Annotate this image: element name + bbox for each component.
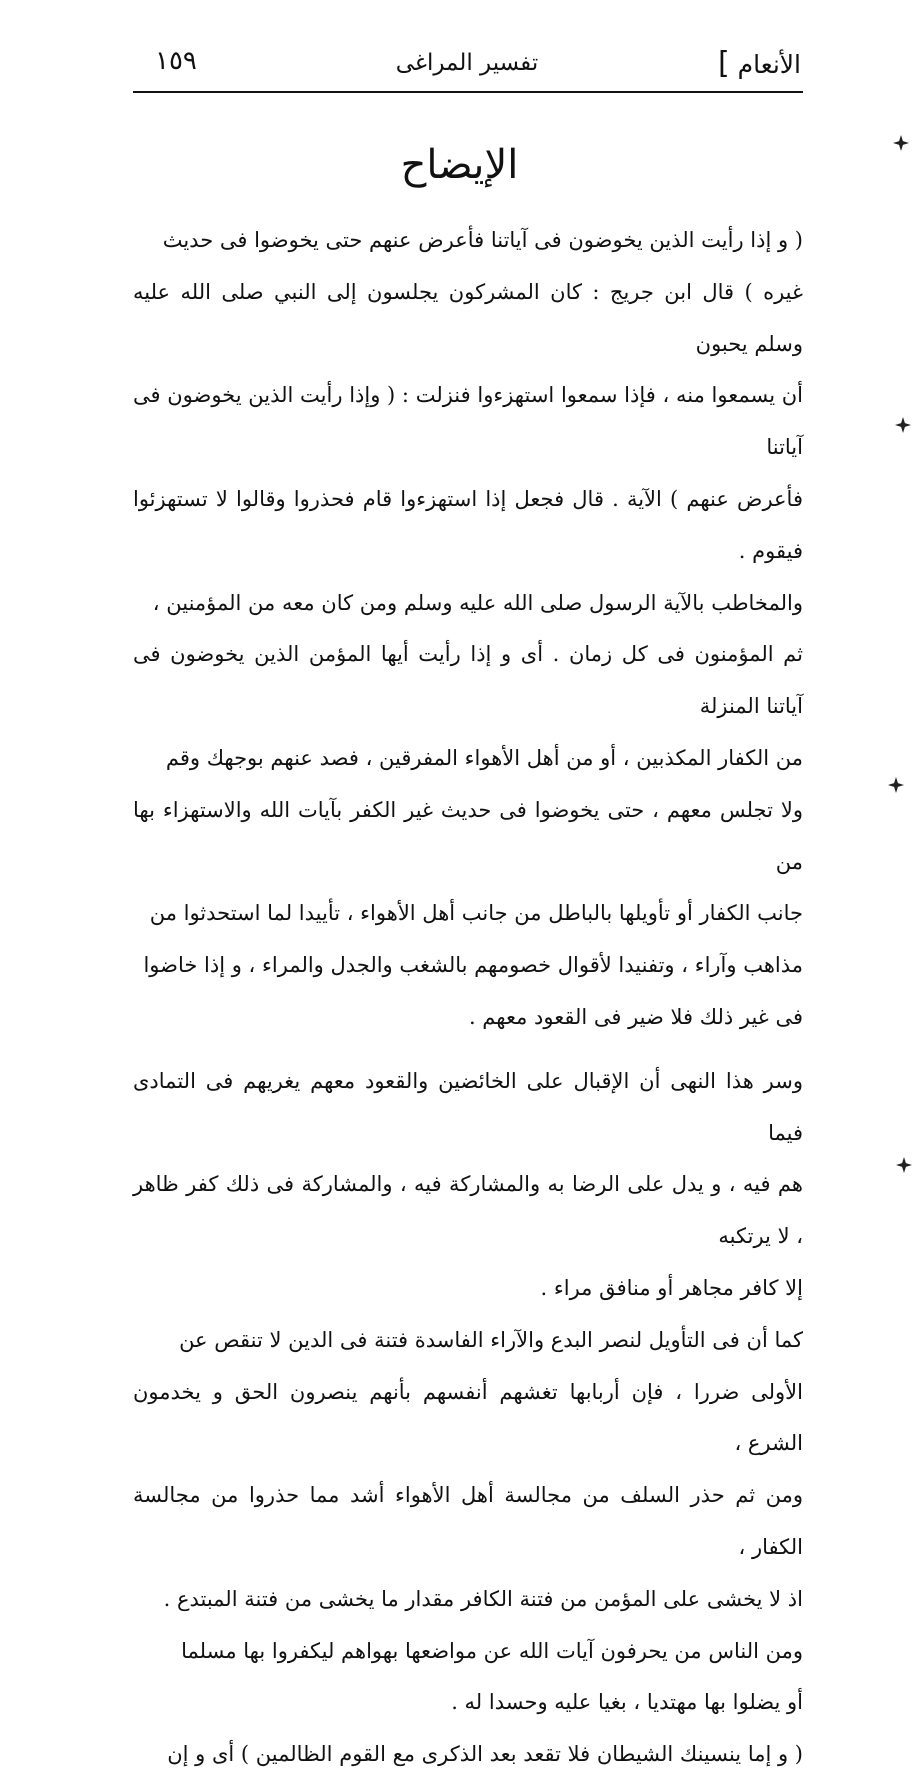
text-line: ( و إما ينسينك الشيطان فلا تقعد بعد الذكرى مع القوم الظالمين ) أى و إن bbox=[167, 1742, 803, 1767]
text-line: وسر هذا النهى أن الإقبال على الخائضين والقعود معهم يغريهم فى التمادى فيما bbox=[133, 1068, 803, 1145]
text-line: فأعرض عنهم ) الآية . قال فجعل إذا استهزءوا قام فحذروا وقالوا لا تستهزئوا فيقوم . bbox=[133, 486, 803, 563]
header-bracket: ] bbox=[718, 46, 730, 81]
text-line: اذ لا يخشى على المؤمن من فتنة الكافر مقدار ما يخشى من فتنة المبتدع . bbox=[163, 1586, 803, 1611]
surah-name: الأنعام bbox=[737, 50, 801, 79]
text-line: غيره ) قال ابن جريج : كان المشركون يجلسون إلى النبي صلى الله عليه وسلم يحبون bbox=[133, 279, 803, 356]
text-line: أو يضلوا بها مهتديا ، بغيا عليه وحسدا له . bbox=[451, 1690, 803, 1715]
margin-ornament-icon bbox=[888, 777, 904, 793]
header-rule bbox=[133, 91, 803, 93]
margin-ornament-icon bbox=[896, 1157, 912, 1173]
text-line: والمخاطب بالآية الرسول صلى الله عليه وسلم ومن كان معه من المؤمنين ، bbox=[152, 590, 803, 615]
text-line: ومن ثم حذر السلف من مجالسة أهل الأهواء أشد مما حذروا من مجالسة الكفار ، bbox=[133, 1483, 803, 1559]
text-line: مذاهب وآراء ، وتفنيدا لأقوال خصومهم بالشغب والجدل والمراء ، و إذا خاضوا bbox=[143, 953, 803, 978]
body-text bbox=[133, 215, 803, 1781]
text-line: كما أن فى التأويل لنصر البدع والآراء الفاسدة فتنة فى الدين لا تنقص عن bbox=[179, 1327, 803, 1352]
text-line: ثم المؤمنون فى كل زمان . أى و إذا رأيت أيها المؤمن الذين يخوضون فى آياتنا المنزلة bbox=[133, 642, 803, 719]
text-line: أن يسمعوا منه ، فإذا سمعوا استهزءوا فنزلت : ( وإذا رأيت الذين يخوضون فى آياتنا bbox=[133, 383, 803, 460]
text-line: إلا كافر مجاهر أو منافق مراء . bbox=[540, 1275, 803, 1300]
text-line: ( و إذا رأيت الذين يخوضون فى آياتنا فأعرض عنهم حتى يخوضوا فى حديث bbox=[162, 228, 803, 252]
book-title: تفسير المراغى bbox=[395, 50, 539, 76]
running-header bbox=[133, 40, 801, 92]
text-line: الأولى ضررا ، فإن أربابها تغشهم أنفسهم بأنهم ينصرون الحق و يخدمون الشرع ، bbox=[133, 1379, 803, 1456]
text-line: هم فيه ، و يدل على الرضا به والمشاركة فيه ، والمشاركة فى ذلك كفر ظاهر ، لا يرتكبه bbox=[133, 1172, 803, 1249]
text-line: فى غير ذلك فلا ضير فى القعود معهم . bbox=[468, 1004, 803, 1029]
text-line: ولا تجلس معهم ، حتى يخوضوا فى حديث غير الكفر بآيات الله والاستهزاء بها من bbox=[133, 797, 803, 874]
section-heading: الإيضاح bbox=[400, 142, 519, 188]
margin-ornament-icon bbox=[895, 417, 911, 433]
text-line: ومن الناس من يحرفون آيات الله عن مواضعها بهواهم ليكفروا بها مسلما bbox=[181, 1638, 803, 1663]
text-line: جانب الكفار أو تأويلها بالباطل من جانب أهل الأهواء ، تأييدا لما استحدثوا من bbox=[149, 901, 803, 926]
text-line: من الكفار المكذبين ، أو من أهل الأهواء المفرقين ، فصد عنهم بوجهك وقم bbox=[165, 745, 803, 770]
page-number: ١٥٩ bbox=[155, 46, 197, 76]
